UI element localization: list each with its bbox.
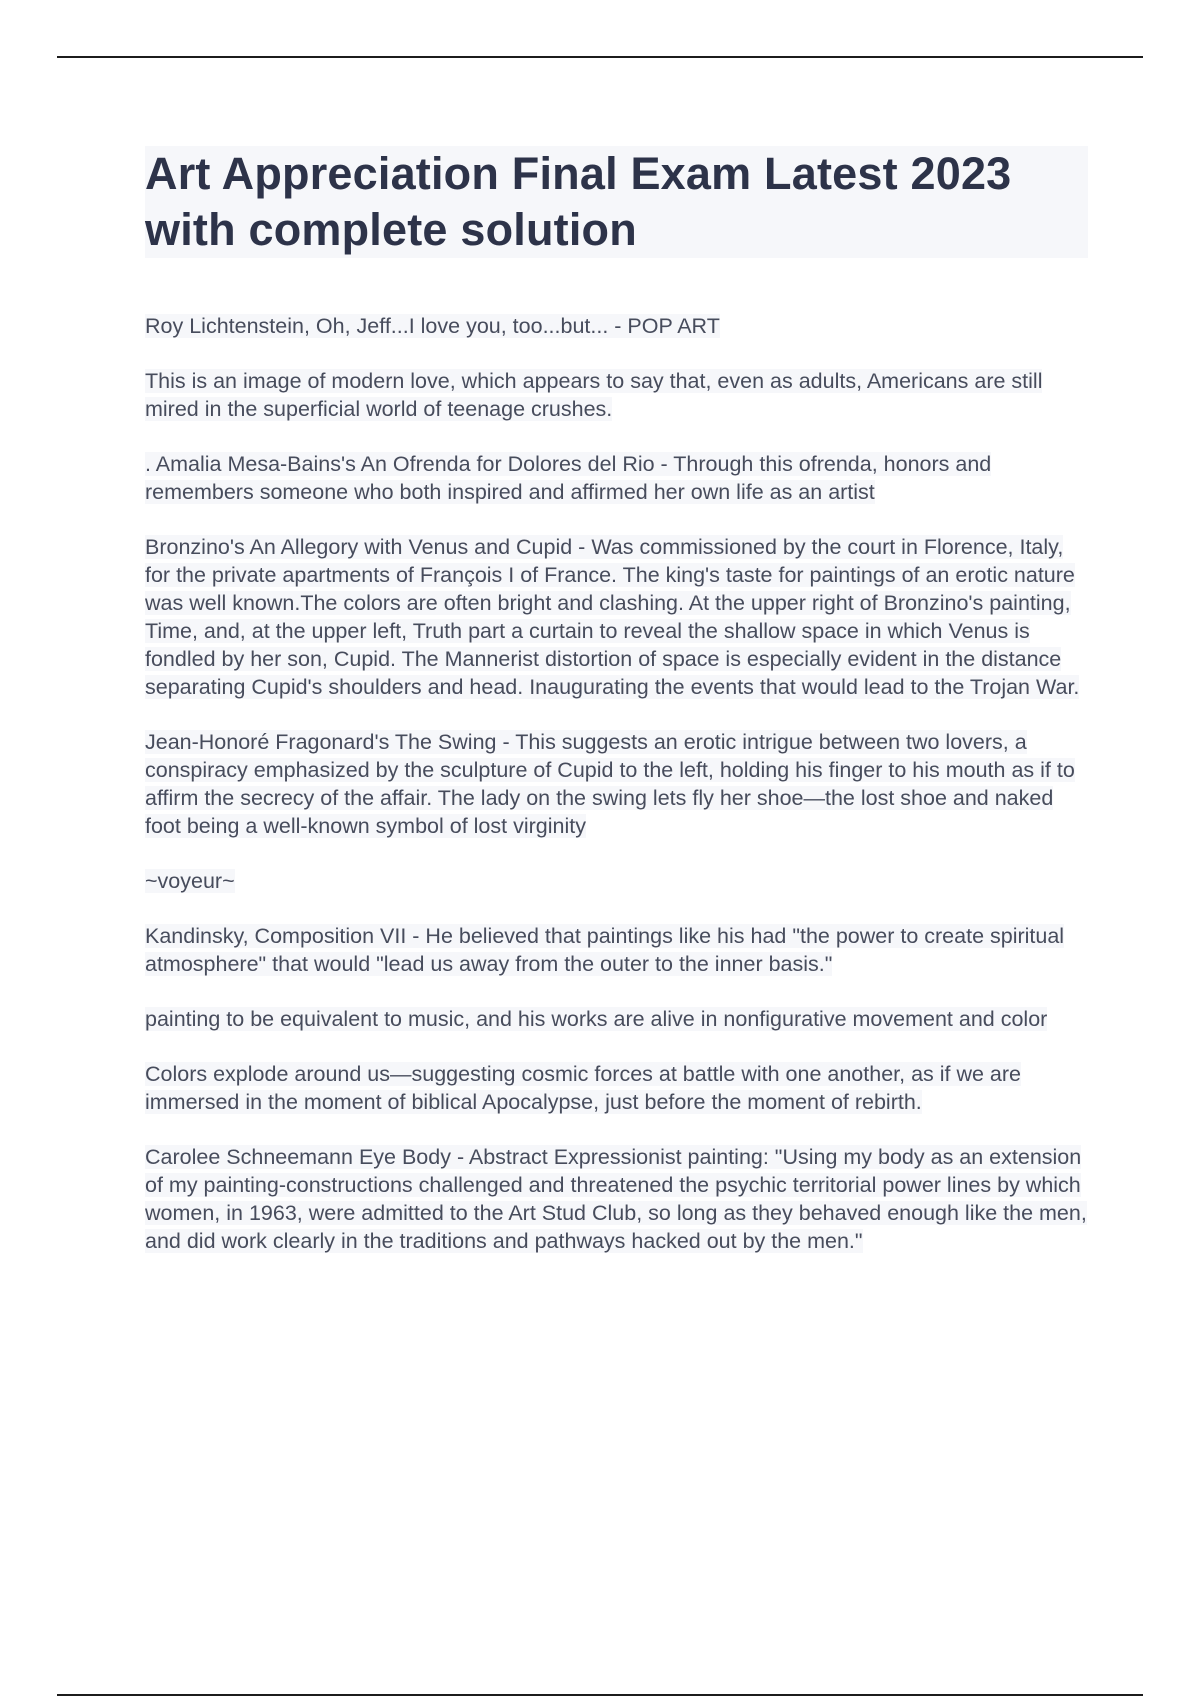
paragraph-text: Roy Lichtenstein, Oh, Jeff...I love you, too...but... - POP ART [145, 314, 720, 338]
paragraph-mesa-bains [145, 450, 1090, 506]
paragraph-modern-love [145, 367, 1090, 423]
paragraph-music [145, 1005, 1090, 1033]
paragraph-text: Jean-Honoré Fragonard's The Swing - This suggests an erotic intrigue between two lovers, a conspiracy emphasized by the sculpture of Cupid to the left, holding his finger to his mouth as if to affirm the secrecy of the affair. The lady on the swing lets fly her shoe—the lost shoe and naked foot being a well-known symbol of lost virginity [145, 730, 1075, 838]
title-block [145, 146, 1088, 258]
paragraph-text: ~voyeur~ [145, 869, 235, 893]
paragraph-lichtenstein [145, 312, 1090, 340]
paragraph-fragonard [145, 728, 1090, 840]
paragraph-schneemann [145, 1143, 1090, 1255]
paragraph-text: Colors explode around us—suggesting cosmic forces at battle with one another, as if we are immersed in the moment of biblical Apocalypse, just before the moment of rebirth. [145, 1062, 1022, 1114]
document-body [145, 312, 1090, 1282]
paragraph-text: Kandinsky, Composition VII - He believed that paintings like his had "the power to create spiritual atmosphere" that would "lead us away from the outer to the inner basis." [145, 924, 1065, 976]
paragraph-colors [145, 1060, 1090, 1116]
page-title: Art Appreciation Final Exam Latest 2023 with complete solution [145, 148, 1012, 255]
paragraph-voyeur [145, 867, 1090, 895]
paragraph-text: painting to be equivalent to music, and his works are alive in nonfigurative movement and color [145, 1007, 1048, 1031]
paragraph-bronzino [145, 533, 1090, 701]
paragraph-text: Carolee Schneemann Eye Body - Abstract Expressionist painting: "Using my body as an extension of my painting-constructions challenged and threatened the psychic territorial power lines by which women, in 1963, were admitted to the Art Stud Club, so long as they behaved enough like the men, and did work clearly in the traditions and pathways hacked out by the men." [145, 1145, 1087, 1253]
top-rule [57, 56, 1143, 58]
bottom-rule [57, 1694, 1143, 1696]
paragraph-text: . Amalia Mesa-Bains's An Ofrenda for Dolores del Rio - Through this ofrenda, honors and remembers someone who both inspired and affirmed her own life as an artist [145, 452, 992, 504]
paragraph-kandinsky [145, 922, 1090, 978]
paragraph-text: This is an image of modern love, which appears to say that, even as adults, Americans are still mired in the superficial world of teenage crushes. [145, 369, 1043, 421]
paragraph-text: Bronzino's An Allegory with Venus and Cupid - Was commissioned by the court in Florence, Italy, for the private apartments of François I of France. The king's taste for paintings of an erotic nature was well known.The colors are often bright and clashing. At the upper right of Bronzino's painting, Time, and, at the upper left, Truth part a curtain to reveal the shallow space in which Venus is fondled by her son, Cupid. The Mannerist distortion of space is especially evident in the distance separating Cupid's shoulders and head. Inaugurating the events that would lead to the Trojan War. [145, 535, 1080, 699]
